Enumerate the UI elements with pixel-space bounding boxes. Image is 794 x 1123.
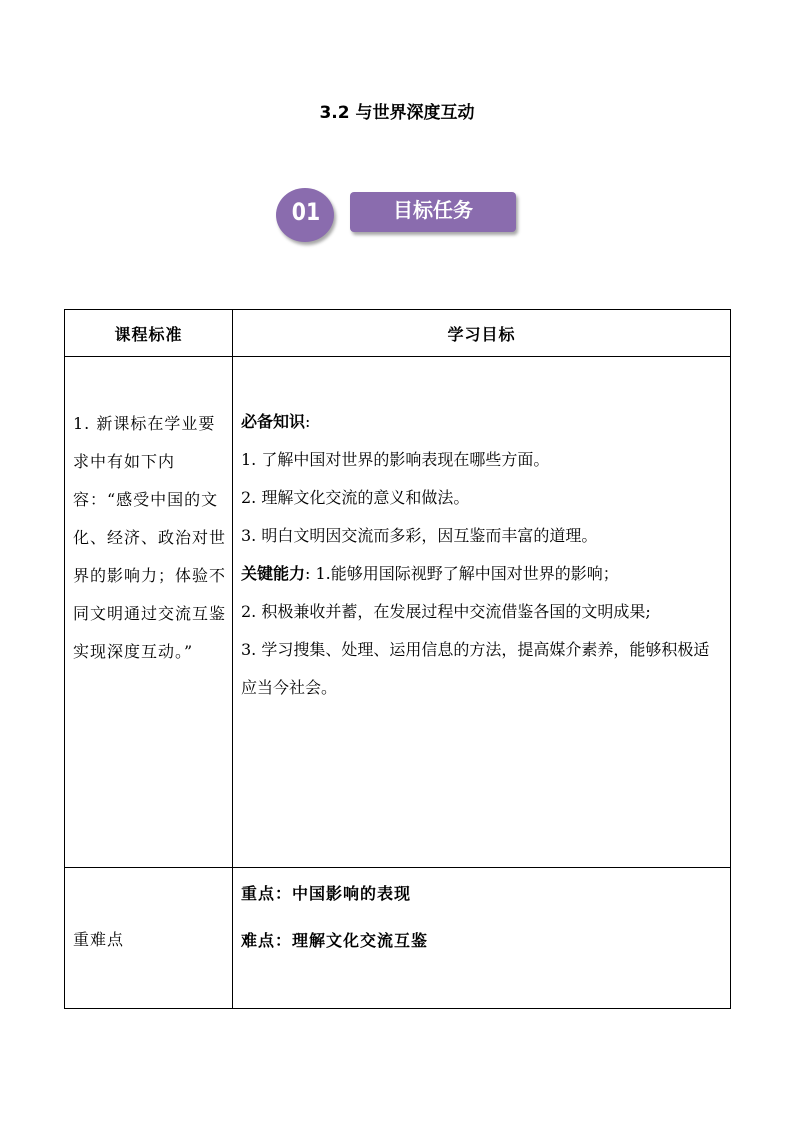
page-title: 3.2 与世界深度互动 bbox=[319, 103, 475, 123]
knowledge-colon: : bbox=[305, 412, 311, 431]
ability-label: 关键能力 bbox=[241, 564, 306, 583]
badge-number: 01 bbox=[291, 198, 321, 226]
section-badge bbox=[276, 188, 526, 244]
table-row bbox=[65, 357, 731, 868]
knowledge-label: 必备知识 bbox=[241, 412, 306, 431]
knowledge-item-1: 1. 了解中国对世界的影响表现在哪些方面。 bbox=[241, 450, 550, 469]
badge-label: 目标任务 bbox=[350, 192, 516, 232]
ability-heading bbox=[241, 555, 724, 593]
knowledge-item-2: 2. 理解文化交流的意义和做法。 bbox=[241, 488, 470, 507]
knowledge-item-3: 3. 明白文明因交流而多彩，因互鉴而丰富的道理。 bbox=[241, 526, 598, 545]
objectives-table bbox=[64, 309, 731, 1009]
knowledge-heading bbox=[241, 403, 724, 441]
table-header-row bbox=[65, 310, 731, 357]
header-standard: 课程标准 bbox=[65, 310, 233, 357]
table-row bbox=[65, 868, 731, 1009]
key-point: 重点：中国影响的表现 bbox=[241, 884, 412, 903]
key-difficulty-label: 重难点 bbox=[65, 868, 233, 1009]
difficult-point: 难点：理解文化交流互鉴 bbox=[241, 931, 429, 950]
ability-item-3: 3. 学习搜集、处理、运用信息的方法，提高媒介素养，能够积极适应当今社会。 bbox=[241, 640, 710, 697]
key-difficulty-cell bbox=[233, 868, 731, 1009]
ability-item-2: 2. 积极兼收并蓄，在发展过程中交流借鉴各国的文明成果; bbox=[241, 602, 651, 621]
ability-text: : 1.能够用国际视野了解中国对世界的影响； bbox=[305, 564, 619, 583]
standard-cell bbox=[65, 357, 233, 868]
header-goals: 学习目标 bbox=[233, 310, 731, 357]
goals-cell bbox=[233, 357, 731, 868]
standard-text: 1. 新课标在学业要求中有如下内容：“感受中国的文化、经济、政治对世界的影响力；体验不同文明通过交流互鉴实现深度互动。” bbox=[73, 414, 227, 661]
